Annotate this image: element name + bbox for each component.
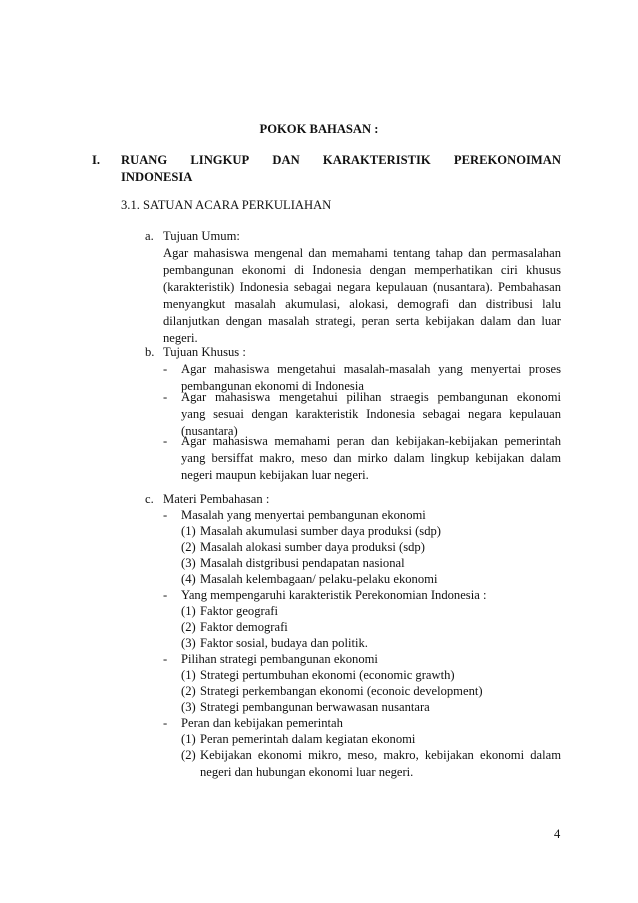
item-a-letter: a. xyxy=(145,229,154,243)
page-title: POKOK BAHASAN : xyxy=(259,122,379,136)
bullet-line: Agar mahasiswa mengetahui pilihan straegis pembangunan ekonomi xyxy=(181,390,561,404)
group-label: Masalah yang menyertai pembangunan ekonomi xyxy=(181,508,426,522)
item-number: (1) xyxy=(181,732,196,746)
dash-marker: - xyxy=(163,362,168,376)
item-number: (3) xyxy=(181,556,196,570)
dash-marker: - xyxy=(163,716,168,730)
paragraph-line: (karakteristik) Indonesia sebagai negara kepulauan (nusantara). Pembahasan xyxy=(163,280,561,294)
bullet-line: pembangunan ekonomi di Indonesia xyxy=(181,379,364,393)
item-text: Masalah kelembagaan/ pelaku-pelaku ekonomi xyxy=(200,572,438,586)
item-number: (4) xyxy=(181,572,196,586)
item-text: Masalah alokasi sumber daya produksi (sdp) xyxy=(200,540,425,554)
dash-marker: - xyxy=(163,390,168,404)
dash-marker: - xyxy=(163,508,168,522)
section-title xyxy=(121,152,561,186)
item-b-letter: b. xyxy=(145,345,155,359)
section-title-word: PEREKONOIMAN xyxy=(453,153,561,167)
bullet-line: yang sesuai dengan karakteristik Indonesia sebagai negara kepulauan xyxy=(181,407,561,421)
group-label: Yang mempengaruhi karakteristik Perekonomian Indonesia : xyxy=(181,588,487,602)
paragraph-line: pembangunan ekonomi di Indonesia dengan memperhatikan ciri khusus xyxy=(163,263,561,277)
bullet-line: yang bersiffat makro, meso dan mirko dalam lingkup kebijakan dalam xyxy=(181,451,561,465)
item-number: (3) xyxy=(181,700,196,714)
item-text: Masalah akumulasi sumber daya produksi (sdp) xyxy=(200,524,441,538)
item-a-body xyxy=(163,228,561,347)
paragraph-line: menyangkut masalah akumulasi, alokasi, demografi dan distribusi lalu xyxy=(163,297,561,311)
paragraph-line: dilanjutkan dengan masalah strategi, peran serta kebijakan dalam dan luar xyxy=(163,314,561,328)
item-number: (3) xyxy=(181,636,196,650)
section-title-word: DAN xyxy=(272,153,300,167)
group-label: Peran dan kebijakan pemerintah xyxy=(181,716,343,730)
item-text: Faktor geografi xyxy=(200,604,278,618)
item-a-paragraph xyxy=(163,245,561,347)
dash-marker: - xyxy=(163,652,168,666)
subsection-heading: 3.1. SATUAN ACARA PERKULIAHAN xyxy=(121,198,332,212)
section-number: I. xyxy=(92,153,101,167)
item-c-heading: Materi Pembahasan : xyxy=(163,492,270,506)
item-text xyxy=(200,747,561,781)
item-a-heading: Tujuan Umum: xyxy=(163,229,240,243)
item-number: (2) xyxy=(181,684,196,698)
item-text-line: Kebijakan ekonomi mikro, meso, makro, kebijakan ekonomi dalam xyxy=(200,748,561,762)
section-title-word: LINGKUP xyxy=(190,153,250,167)
paragraph-line: negeri. xyxy=(163,331,198,345)
item-number: (1) xyxy=(181,524,196,538)
item-text: Masalah distgribusi pendapatan nasional xyxy=(200,556,405,570)
item-text: Faktor demografi xyxy=(200,620,288,634)
section-title-line2: INDONESIA xyxy=(121,170,193,184)
item-number: (2) xyxy=(181,748,196,762)
group-label: Pilihan strategi pembangunan ekonomi xyxy=(181,652,378,666)
item-b-heading: Tujuan Khusus : xyxy=(163,345,246,359)
item-text-line: negeri dan hubungan ekonomi luar negeri. xyxy=(200,765,414,779)
item-text: Strategi perkembangan ekonomi (econoic development) xyxy=(200,684,483,698)
bullet-line: Agar mahasiswa mengetahui masalah-masalah yang menyertai proses xyxy=(181,362,561,376)
page-number: 4 xyxy=(554,827,561,841)
section-title-word: RUANG xyxy=(121,153,168,167)
dash-marker: - xyxy=(163,434,168,448)
bullet-line: Agar mahasiswa memahami peran dan kebijakan-kebijakan pemerintah xyxy=(181,434,561,448)
item-text: Strategi pembangunan berwawasan nusantara xyxy=(200,700,430,714)
bullet-line: (nusantara) xyxy=(181,424,238,438)
item-text: Strategi pertumbuhan ekonomi (economic grawth) xyxy=(200,668,455,682)
bullet-line: negeri maupun kebijakan luar negeri. xyxy=(181,468,369,482)
item-number: (1) xyxy=(181,668,196,682)
item-number: (1) xyxy=(181,604,196,618)
item-number: (2) xyxy=(181,540,196,554)
item-number: (2) xyxy=(181,620,196,634)
paragraph-line: Agar mahasiswa mengenal dan memahami tentang tahap dan permasalahan xyxy=(163,246,561,260)
item-c-letter: c. xyxy=(145,492,154,506)
item-text: Faktor sosial, budaya dan politik. xyxy=(200,636,368,650)
section-title-word: KARAKTERISTIK xyxy=(322,153,431,167)
item-text: Peran pemerintah dalam kegiatan ekonomi xyxy=(200,732,416,746)
dash-marker: - xyxy=(163,588,168,602)
